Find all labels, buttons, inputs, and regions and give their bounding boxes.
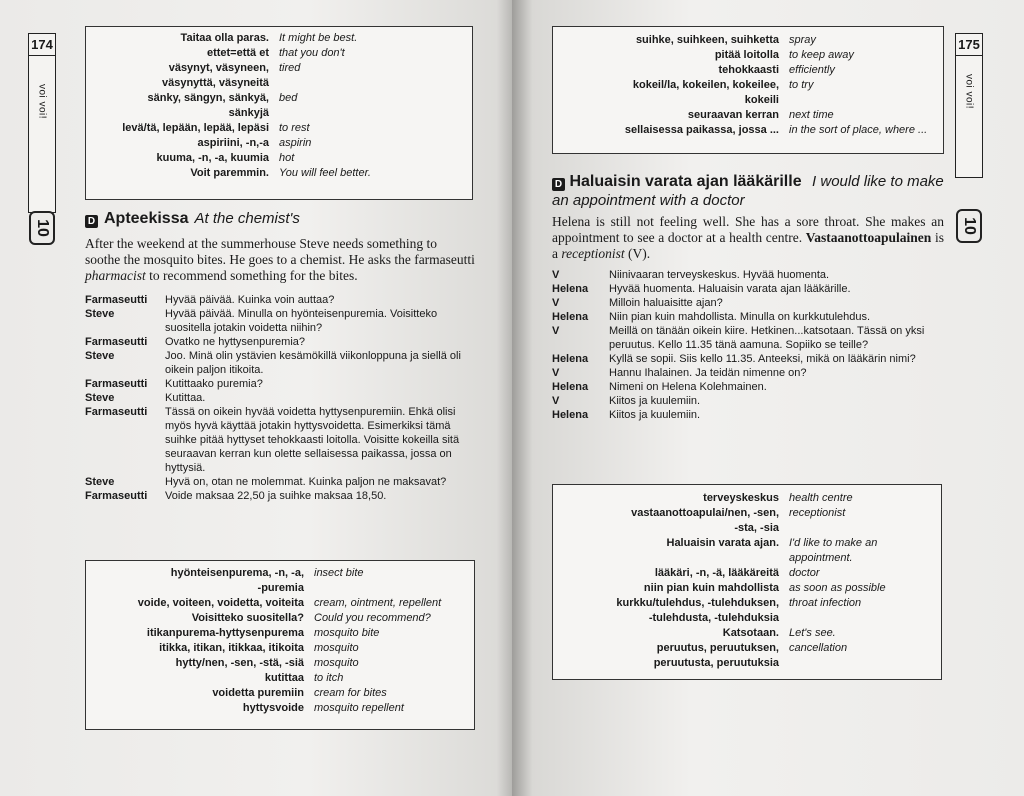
vocab-term-fi: levä/tä, lepään, lepää, lepäsi <box>122 122 269 134</box>
vocab-term-en: to try <box>789 79 814 91</box>
section-title-fi: Haluaisin varata ajan lääkärille <box>569 173 802 190</box>
dialogue <box>85 293 477 503</box>
vocab-term-en: It might be best. <box>279 32 358 44</box>
dialogue-line <box>552 352 954 366</box>
dialogue-text: Kutittaako puremia? <box>165 378 263 390</box>
vocab-term-en: mosquito repellent <box>314 702 404 714</box>
vocab-box-top <box>85 26 473 200</box>
vocab-box-bottom <box>552 484 942 680</box>
vocab-term-fi: hyttysvoide <box>242 702 304 714</box>
vocab-term-en: to rest <box>279 122 310 134</box>
vocab-term-en: receptionist <box>789 507 846 519</box>
chapter-marker <box>29 211 55 245</box>
dialogue-text: Ovatko ne hyttysenpuremia? <box>165 336 306 348</box>
dialogue-line <box>552 366 954 380</box>
dialogue-text: Kiitos ja kuulemiin. <box>609 395 701 407</box>
intro-paragraph: Helena is still not feeling well. She has a sore throat. She makes an appointment to see a doctor at a health centre. Vastaanottoapulainen is a receptionist (V). <box>552 214 944 261</box>
vocab-entry <box>94 656 466 671</box>
dialogue-text: Tässä on oikein hyvää voidetta hyttysenpuremiin. Ehkä olisi myös hyvä käyttää jotakin hyttysvoidetta. Esimerkiksi tämä suihke pitää hyttyset tehokkaasti loitolla. Voisitte kokeilla sitä seuraavan kerran kun olette sellaisessa paikassa, jossa on hyttysiä. <box>165 406 460 474</box>
speaker-name: Steve <box>85 476 115 488</box>
speaker-name: Helena <box>552 283 589 295</box>
speaker-name: V <box>552 395 560 407</box>
vocab-term-fi: -tulehdusta, -tulehduksia <box>648 612 779 624</box>
vocab-entry <box>561 596 933 611</box>
vocab-entry <box>561 123 935 138</box>
vocab-entry <box>561 491 933 506</box>
speaker-name: Helena <box>552 381 589 393</box>
vocab-entry <box>561 641 933 656</box>
section-title-en: At the chemist's <box>194 210 300 227</box>
vocab-entry <box>94 581 466 596</box>
page-tab <box>28 33 56 213</box>
vocab-entry <box>94 61 464 76</box>
dialogue-line <box>552 282 954 296</box>
vocab-box-bottom <box>85 560 475 730</box>
dialogue-text: Hyvä on, otan ne molemmat. Kuinka paljon ne maksavat? <box>165 476 447 488</box>
vocab-term-fi: kokeil/la, kokeilen, kokeilee, <box>632 79 779 91</box>
speaker-name: Farmaseutti <box>85 490 148 502</box>
vocab-term-en: throat infection <box>789 597 862 609</box>
vocab-term-fi: peruutus, peruutuksen, <box>656 642 779 654</box>
dialogue-line <box>552 380 954 394</box>
dialogue-text: Hannu Ihalainen. Ja teidän nimenne on? <box>609 367 807 379</box>
section-badge: D <box>552 178 565 191</box>
vocab-entry <box>94 121 464 136</box>
chapter-marker <box>956 209 982 243</box>
dialogue-text: Niin pian kuin mahdollista. Minulla on kurkkutulehdus. <box>609 311 871 323</box>
intro-paragraph: After the weekend at the summerhouse Steve needs something to soothe the mosquito bites. He goes to a chemist. He asks the farmaseutti pharmacist to recommend something for the bites. <box>85 236 475 283</box>
vocab-entry <box>94 686 466 701</box>
vocab-term-fi: Voisitteko suositella? <box>191 612 304 624</box>
vocab-term-fi: itikka, itikan, itikkaa, itikoita <box>159 642 304 654</box>
vocab-term-en: You will feel better. <box>279 167 371 179</box>
vocab-term-en: cream, ointment, repellent <box>314 597 442 609</box>
speaker-name: Farmaseutti <box>85 294 148 306</box>
speaker-name: Helena <box>552 311 589 323</box>
vocab-entry <box>561 506 933 521</box>
vocab-entry <box>561 536 933 551</box>
vocab-entry <box>94 46 464 61</box>
vocab-term-fi: tehokkaasti <box>718 64 779 76</box>
vocab-term-en: hot <box>279 152 295 164</box>
vocab-term-fi: sellaisessa paikassa, jossa ... <box>624 124 779 136</box>
speaker-name: Farmaseutti <box>85 336 148 348</box>
vocab-term-en: to keep away <box>789 49 854 61</box>
chapter-number: 10 <box>960 217 978 235</box>
vocab-entry <box>561 611 933 626</box>
vocab-term-fi: hytty/nen, -sen, -stä, -siä <box>175 657 304 669</box>
vocab-term-en: mosquito <box>314 657 359 669</box>
speaker-name: Farmaseutti <box>85 406 148 418</box>
vocab-term-fi: Voit paremmin. <box>190 167 269 179</box>
section-title-fi: Apteekissa <box>104 210 189 227</box>
vocab-term-en: as soon as possible <box>789 582 886 594</box>
vocab-term-en: in the sort of place, where ... <box>789 124 928 136</box>
speaker-name: Farmaseutti <box>85 378 148 390</box>
vocab-entry <box>561 78 935 93</box>
page-tab <box>955 33 983 178</box>
right-page <box>512 0 1024 796</box>
vocab-term-en: aspirin <box>279 137 312 149</box>
speaker-name: Steve <box>85 350 115 362</box>
dialogue-line <box>552 296 954 310</box>
chapter-number: 10 <box>33 219 51 237</box>
vocab-term-fi: Haluaisin varata ajan. <box>666 537 779 549</box>
vocab-entry <box>561 581 933 596</box>
section-title-en: I would like to make an appointment with a doctor <box>552 173 944 209</box>
vocab-term-fi: itikanpurema-hyttysenpurema <box>146 627 304 639</box>
vocab-term-en: that you don't <box>279 47 345 59</box>
intro-term: pharmacist <box>85 268 146 283</box>
vocab-term-fi: väsynyttä, väsyneitä <box>161 77 269 89</box>
vocab-term-en: mosquito bite <box>314 627 380 639</box>
dialogue-text: Hyvää päivää. Kuinka voin auttaa? <box>165 294 335 306</box>
dialogue-text: Hyvää päivää. Minulla on hyönteisenpuremia. Voisitteko suositella jotakin voidetta niihin? <box>165 308 438 334</box>
vocab-entry <box>94 151 464 166</box>
vocab-entry <box>561 33 935 48</box>
vocab-box-top <box>552 26 944 154</box>
dialogue-line <box>85 489 477 503</box>
vocab-term-fi: Taitaa olla paras. <box>180 32 269 44</box>
speaker-name: Helena <box>552 409 589 421</box>
vocab-entry <box>561 656 933 671</box>
vocab-entry <box>561 63 935 78</box>
vocab-term-fi: hyönteisenpurema, -n, -a, <box>170 567 304 579</box>
vocab-term-fi: suihke, suihkeen, suihketta <box>635 34 779 46</box>
dialogue-text: Joo. Minä olin ystävien kesämökillä viikonloppuna ja siellä oli oikein paljon itikoita. <box>165 350 461 376</box>
vocab-term-en: to itch <box>314 672 344 684</box>
vocab-term-fi: lääkäri, -n, -ä, lääkäreitä <box>654 567 779 579</box>
vocab-entry <box>94 166 464 181</box>
vocab-entry <box>94 91 464 106</box>
vocab-entry <box>94 566 466 581</box>
vocab-term-en: doctor <box>789 567 820 579</box>
vocab-term-fi: pitää loitolla <box>714 49 779 61</box>
vocab-entry <box>561 521 933 536</box>
vocab-term-fi: sänky, sängyn, sänkyä, <box>147 92 269 104</box>
vocab-term-en: appointment. <box>789 552 853 564</box>
vocab-term-fi: terveyskeskus <box>703 492 779 504</box>
vocab-entry <box>94 136 464 151</box>
dialogue-text: Kiitos ja kuulemiin. <box>609 409 701 421</box>
vocab-entry <box>94 106 464 121</box>
dialogue-line <box>85 335 477 349</box>
dialogue-line <box>85 307 477 335</box>
tab-label: voi voi! <box>963 73 975 110</box>
vocab-term-fi: kuuma, -n, -a, kuumia <box>156 152 269 164</box>
vocab-entry <box>561 108 935 123</box>
dialogue-line <box>552 408 954 422</box>
page-number: 175 <box>956 34 982 56</box>
dialogue-line <box>85 377 477 391</box>
vocab-term-fi: -sta, -sia <box>734 522 779 534</box>
dialogue-text: Kyllä se sopii. Siis kello 11.35. Anteeksi, mikä on lääkärin nimi? <box>609 353 916 365</box>
dialogue-line <box>85 293 477 307</box>
vocab-entry <box>94 596 466 611</box>
vocab-entry <box>561 626 933 641</box>
speaker-name: Steve <box>85 392 115 404</box>
vocab-term-fi: kutittaa <box>264 672 304 684</box>
dialogue-text: Meillä on tänään oikein kiire. Hetkinen...katsotaan. Tässä on yksi peruutus. Kello 11.35 tänä aamuna. Sopiiko se teille? <box>609 325 925 351</box>
vocab-entry <box>94 701 466 716</box>
speaker-name: V <box>552 325 560 337</box>
vocab-term-en: mosquito <box>314 642 359 654</box>
vocab-term-fi: Katsotaan. <box>722 627 779 639</box>
vocab-term-fi: kokeili <box>744 94 779 106</box>
vocab-term-fi: voidetta puremiin <box>212 687 304 699</box>
vocab-entry <box>561 551 933 566</box>
dialogue-line <box>85 475 477 489</box>
dialogue-line <box>85 349 477 377</box>
speaker-name: Steve <box>85 308 115 320</box>
section-badge: D <box>85 215 98 228</box>
speaker-name: V <box>552 367 560 379</box>
vocab-term-en: Let's see. <box>789 627 836 639</box>
vocab-term-en: bed <box>279 92 298 104</box>
dialogue-line <box>552 310 954 324</box>
vocab-entry <box>94 641 466 656</box>
vocab-term-en: cream for bites <box>314 687 387 699</box>
vocab-term-fi: -puremia <box>257 582 304 594</box>
tab-label: voi voi! <box>36 83 48 120</box>
dialogue-text: Voide maksaa 22,50 ja suihke maksaa 18,50. <box>165 490 387 502</box>
dialogue-text: Milloin haluaisitte ajan? <box>609 297 723 309</box>
dialogue-text: Niinivaaran terveyskeskus. Hyvää huomenta. <box>609 269 830 281</box>
vocab-entry <box>94 626 466 641</box>
vocab-entry <box>561 48 935 63</box>
vocab-term-en: tired <box>279 62 301 74</box>
speaker-name: V <box>552 269 560 281</box>
vocab-entry <box>94 76 464 91</box>
dialogue-line <box>552 324 954 352</box>
vocab-term-en: insect bite <box>314 567 364 579</box>
vocab-entry <box>94 671 466 686</box>
vocab-term-fi: kurkku/tulehdus, -tulehduksen, <box>616 597 779 609</box>
dialogue-line <box>552 268 954 282</box>
vocab-entry <box>561 566 933 581</box>
dialogue-line <box>85 391 477 405</box>
dialogue-text: Nimeni on Helena Kolehmainen. <box>609 381 767 393</box>
dialogue <box>552 268 954 422</box>
dialogue-line <box>85 405 477 475</box>
page-number: 174 <box>29 34 55 56</box>
vocab-term-en: I'd like to make an <box>789 537 878 549</box>
vocab-entry <box>94 611 466 626</box>
vocab-term-fi: aspiriini, -n,-a <box>197 137 269 149</box>
vocab-term-fi: sänkyjä <box>228 107 269 119</box>
vocab-term-en: next time <box>789 109 834 121</box>
vocab-term-fi: väsynyt, väsyneen, <box>168 62 269 74</box>
intro-term-italic: receptionist <box>561 246 625 261</box>
vocab-term-fi: voide, voiteen, voidetta, voiteita <box>137 597 304 609</box>
vocab-term-en: Could you recommend? <box>314 612 431 624</box>
section-heading <box>85 210 300 228</box>
speaker-name: V <box>552 297 560 309</box>
vocab-term-fi: seuraavan kerran <box>687 109 779 121</box>
dialogue-line <box>552 394 954 408</box>
vocab-term-en: health centre <box>789 492 853 504</box>
speaker-name: Helena <box>552 353 589 365</box>
vocab-term-fi: niin pian kuin mahdollista <box>643 582 779 594</box>
section-heading <box>552 172 952 210</box>
vocab-term-fi: vastaanottoapulai/nen, -sen, <box>631 507 779 519</box>
vocab-entry <box>561 93 935 108</box>
vocab-term-fi: peruutusta, peruutuksia <box>653 657 779 669</box>
vocab-term-en: spray <box>789 34 816 46</box>
intro-term-bold: Vastaanottoapulainen <box>805 230 932 245</box>
vocab-term-fi: ettet=että et <box>206 47 269 59</box>
vocab-entry <box>94 31 464 46</box>
dialogue-text: Kutittaa. <box>165 392 206 404</box>
vocab-term-en: cancellation <box>789 642 848 654</box>
dialogue-text: Hyvää huomenta. Haluaisin varata ajan lääkärille. <box>609 283 851 295</box>
vocab-term-en: efficiently <box>789 64 835 76</box>
